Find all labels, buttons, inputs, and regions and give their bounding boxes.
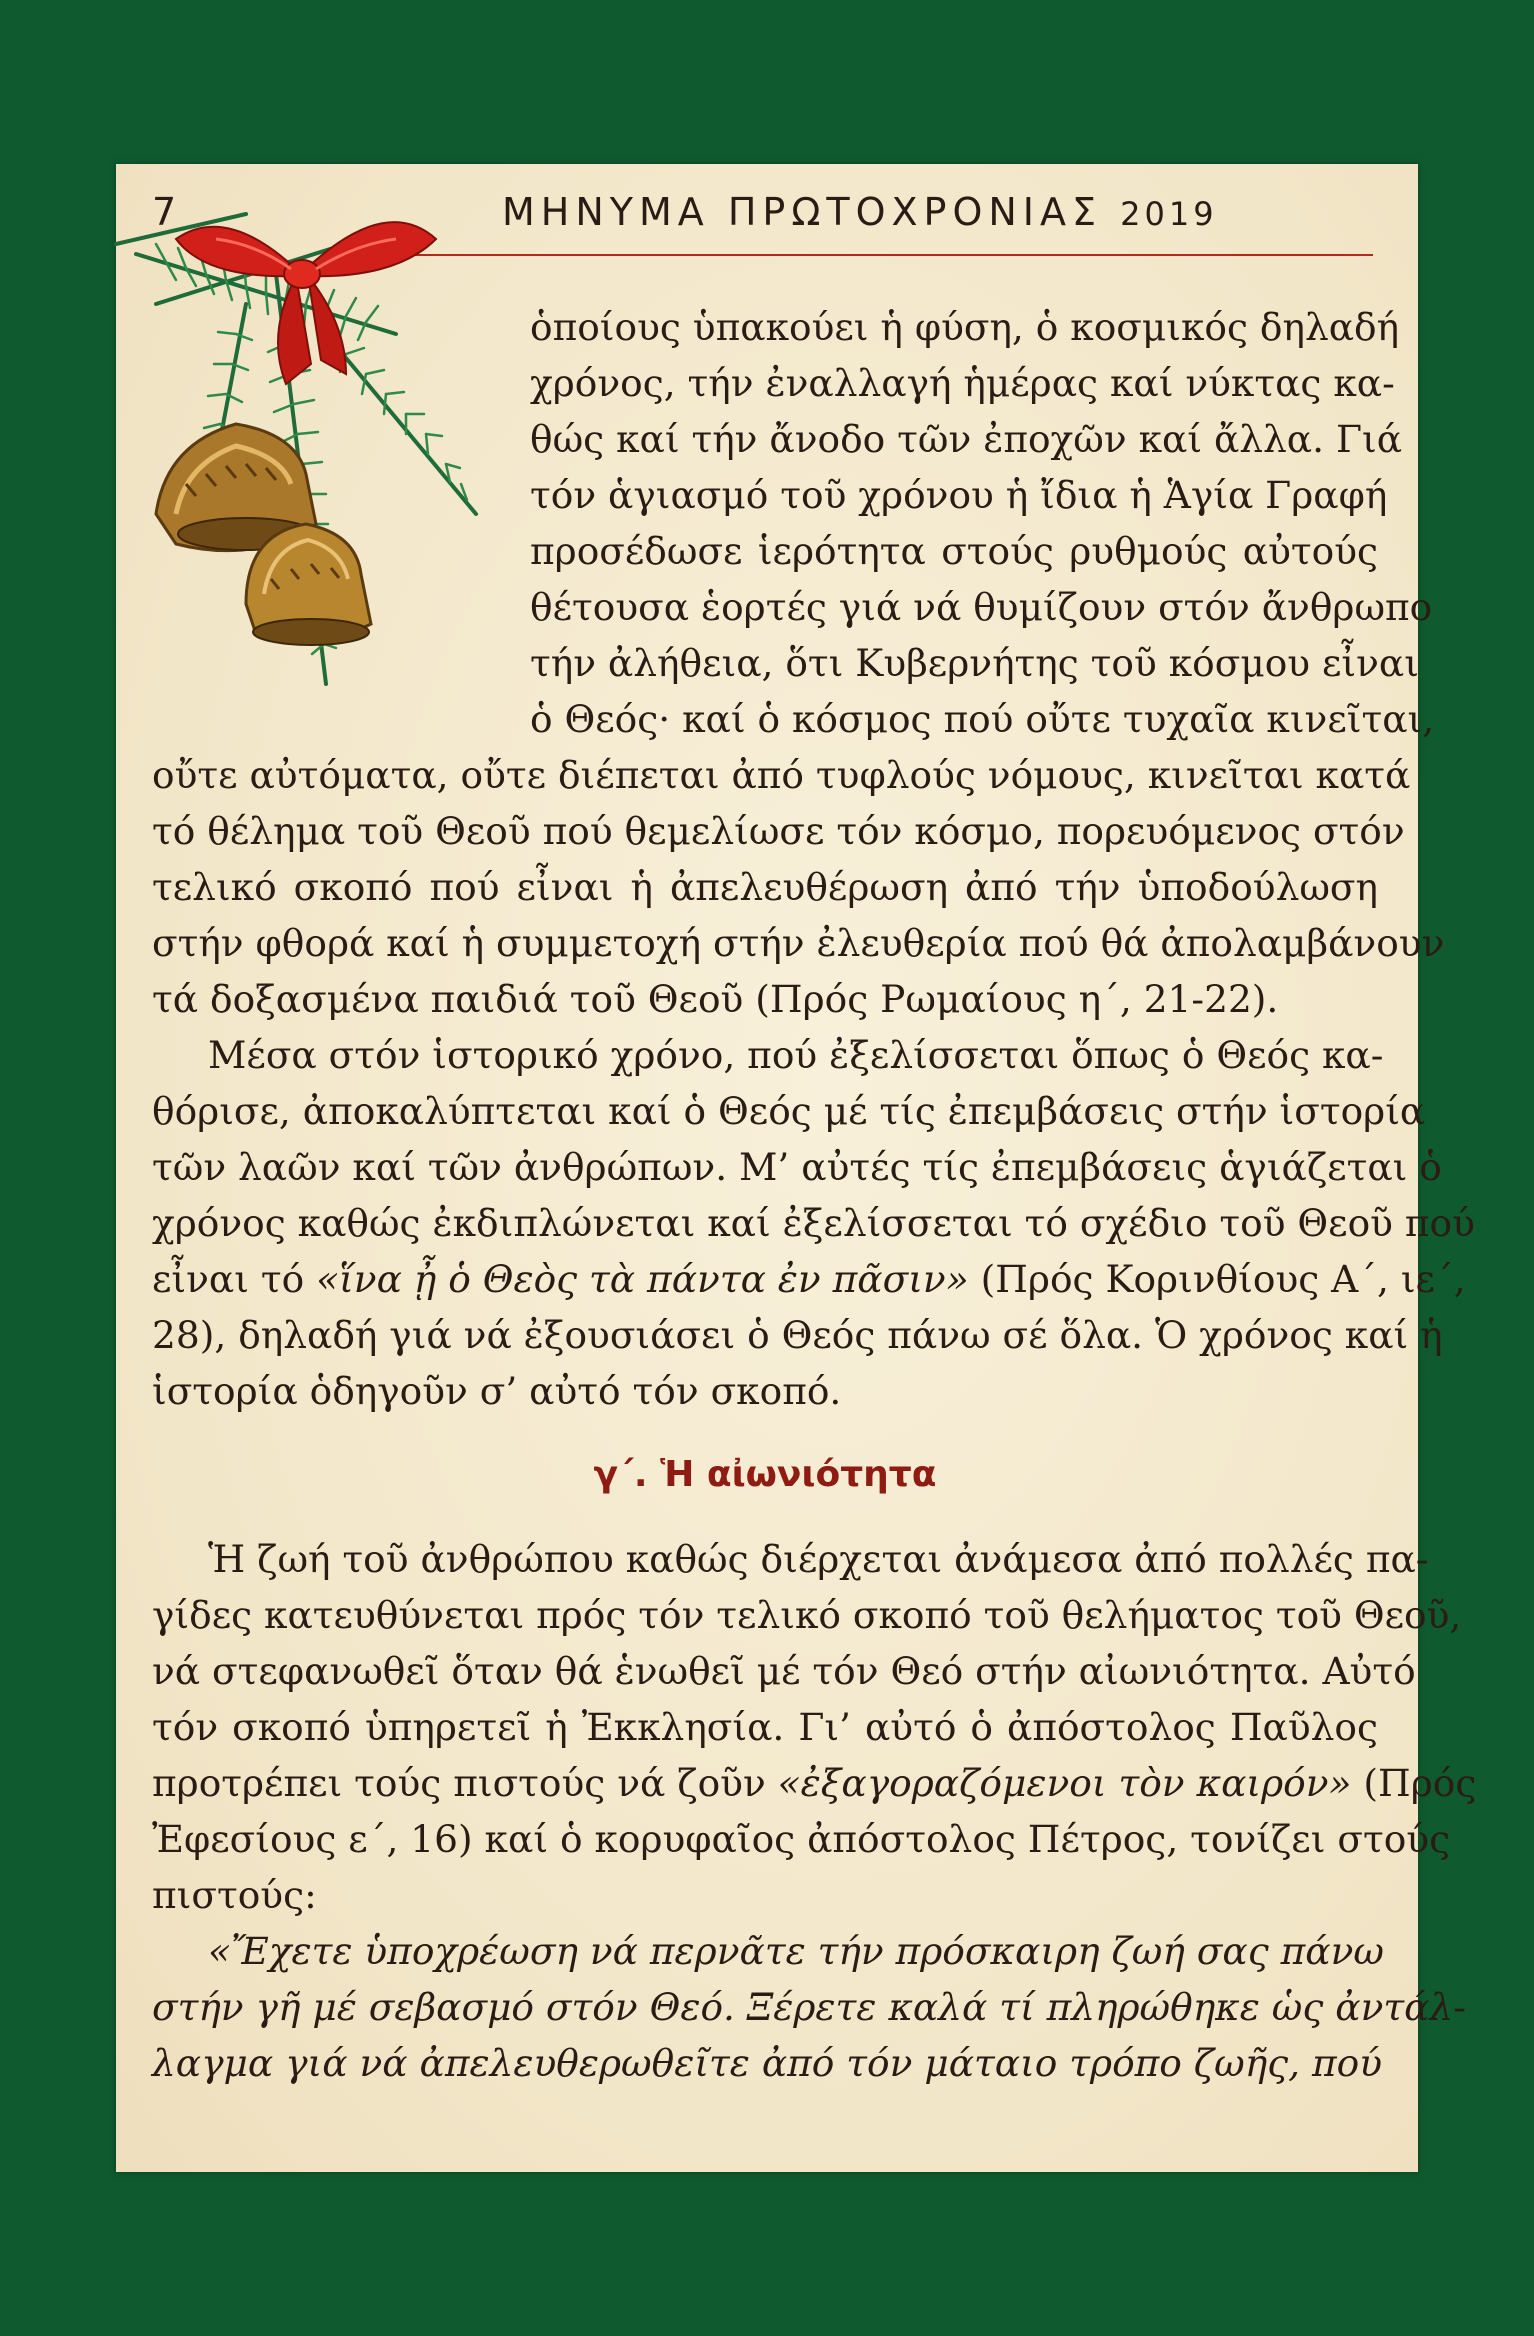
scripture-quote: «ἐξαγοραζόμενοι τὸν καιρόν»: [777, 1761, 1352, 1805]
text-segment: (Πρός Κορινθίους Α΄, ιε΄,: [968, 1257, 1466, 1301]
text-line: θώς καί τήν ἄνοδο τῶν ἐποχῶν καί ἄλλα. Γιά: [530, 417, 1403, 461]
text-line: Μέσα στόν ἱστορικό χρόνο, πού ἐξελίσσεται ὅπως ὁ Θεός κα-: [208, 1033, 1384, 1077]
text-segment: εἶναι τό: [152, 1257, 317, 1301]
text-segment: (Πρός: [1351, 1761, 1477, 1805]
scripture-quote: «ἵνα ᾖ ὁ Θεὸς τὰ πάντα ἐν πᾶσιν»: [316, 1257, 969, 1301]
text-line: τά δοξασμένα παιδιά τοῦ Θεοῦ (Πρός Ρωμαίους η΄, 21-22).: [152, 977, 1279, 1021]
running-head-year: 2019: [1120, 195, 1218, 233]
text-line: Ἐφεσίους ε΄, 16) καί ὁ κορυφαῖος ἀπόστολος Πέτρος, τονίζει στούς: [152, 1817, 1451, 1861]
text-line: τελικό σκοπό πού εἶναι ἡ ἀπελευθέρωση ἀπό τήν ὑποδούλωση: [152, 865, 1378, 909]
text-line: [152, 1251, 1466, 1307]
text-line: τόν ἁγιασμό τοῦ χρόνου ἡ ἴδια ἡ Ἁγία Γραφή: [530, 473, 1388, 517]
text-line: τῶν λαῶν καί τῶν ἀνθρώπων. Μ’ αὐτές τίς ἐπεμβάσεις ἁγιάζεται ὁ: [152, 1145, 1442, 1189]
text-line: πιστούς:: [152, 1873, 317, 1917]
running-head-title: ΜΗΝΥΜΑ ΠΡΩΤΟΧΡΟΝΙΑΣ: [502, 190, 1103, 234]
text-line: νά στεφανωθεῖ ὅταν θά ἑνωθεῖ μέ τόν Θεό στήν αἰωνιότητα. Αὐτό: [152, 1649, 1416, 1693]
text-line: ὁποίους ὑπακούει ἡ φύση, ὁ κοσμικός δηλαδή: [530, 305, 1400, 349]
text-line: Ἡ ζωή τοῦ ἀνθρώπου καθώς διέρχεται ἀνάμεσα ἀπό πολλές πα-: [208, 1537, 1429, 1581]
text-line: ὁ Θεός· καί ὁ κόσμος πού οὔτε τυχαῖα κινεῖται,: [530, 697, 1435, 741]
text-line: χρόνος, τήν ἐναλλαγή ἡμέρας καί νύκτας κα-: [530, 361, 1395, 405]
text-line: γίδες κατευθύνεται πρός τόν τελικό σκοπό τοῦ θελήματος τοῦ Θεοῦ,: [152, 1593, 1462, 1637]
quote-text: στήν γῆ μέ σεβασμό στόν Θεό. Ξέρετε καλά τί πληρώθηκε ὡς ἀντάλ-: [152, 1985, 1466, 2029]
text-line: [152, 1755, 1477, 1811]
text-segment: προτρέπει τούς πιστούς νά ζοῦν: [152, 1761, 778, 1805]
text-line: στήν φθορά καί ἡ συμμετοχή στήν ἐλευθερία πού θά ἀπολαμβάνουν: [152, 921, 1445, 965]
text-line: χρόνος καθώς ἐκδιπλώνεται καί ἐξελίσσεται τό σχέδιο τοῦ Θεοῦ πού: [152, 1201, 1475, 1245]
text-line: τόν σκοπό ὑπηρετεῖ ἡ Ἐκκλησία. Γι’ αὐτό ὁ ἀπόστολος Παῦλος: [152, 1705, 1378, 1749]
quote-line: [152, 1923, 1384, 1979]
quote-text: «Ἔχετε ὑποχρέωση νά περνᾶτε τήν πρόσκαιρη ζωή σας πάνω: [208, 1929, 1384, 1973]
text-line: τήν ἀλήθεια, ὅτι Κυβερνήτης τοῦ κόσμου εἶναι: [530, 641, 1419, 685]
quote-line: [152, 2035, 1383, 2091]
book-page: [116, 164, 1477, 2172]
text-line: 28), δηλαδή γιά νά ἐξουσιάσει ὁ Θεός πάνω σέ ὅλα. Ὁ χρόνος καί ἡ: [152, 1313, 1443, 1357]
text-line: θέτουσα ἑορτές γιά νά θυμίζουν στόν ἄνθρωπο: [530, 585, 1433, 629]
running-head: [502, 190, 1218, 234]
text-line: οὔτε αὐτόματα, οὔτε διέπεται ἀπό τυφλούς νόμους, κινεῖται κατά: [152, 753, 1411, 797]
text-line: θόρισε, ἀποκαλύπτεται καί ὁ Θεός μέ τίς ἐπεμβάσεις στήν ἱστορία: [152, 1089, 1426, 1133]
text-line: τό θέλημα τοῦ Θεοῦ πού θεμελίωσε τόν κόσμο, πορευόμενος στόν: [152, 809, 1405, 853]
text-line: προσέδωσε ἱερότητα στούς ρυθμούς αὐτούς: [530, 529, 1378, 573]
section-heading: γ΄. Ἡ αἰωνιότητα: [593, 1454, 937, 1495]
text-line: ἱστορία ὁδηγοῦν σ’ αὐτό τόν σκοπό.: [152, 1369, 842, 1413]
quote-text: λαγμα γιά νά ἀπελευθερωθεῖτε ἀπό τόν μάταιο τρόπο ζωῆς, πού: [152, 2041, 1383, 2085]
page-number: 7: [152, 190, 177, 234]
quote-line: [152, 1979, 1466, 2035]
body-text: [152, 299, 1477, 2091]
